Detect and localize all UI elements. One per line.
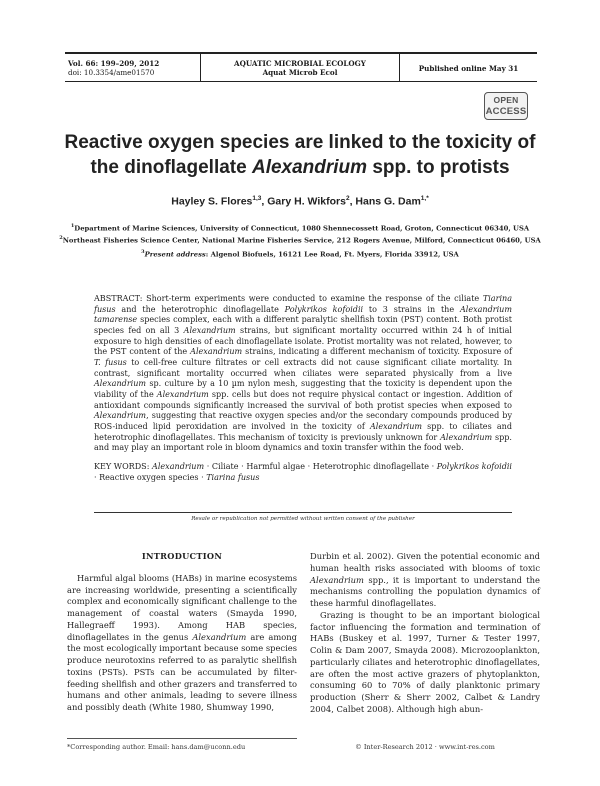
text-run: Short-term experiments were conducted to examine the response of the ciliate (142, 294, 483, 303)
title-line1: Reactive oxygen species are linked to the toxicity of (64, 132, 536, 153)
text-run: spp. cells but does not require physical contact or ingestion. Addition of antioxidant compounds significantly increased the survival of both protist species when exposed to (94, 389, 512, 410)
italic-term: Tiarina fusus (206, 472, 260, 482)
author-name: Gary H. Wikfors (267, 195, 346, 208)
text-run: · Ciliate · Harmful algae · Heterotrophic dinoflagellate · (204, 461, 437, 471)
keywords-text (94, 462, 512, 482)
affiliation-1 (40, 222, 560, 233)
abstract-text (94, 294, 512, 452)
resale-notice: Resale or republication not permitted without written consent of the publisher (94, 512, 512, 522)
affiliation-3 (40, 248, 560, 259)
text-run: spp. and may play an important role in bloom dynamics and toxin transfer within the food web. (94, 432, 512, 453)
italic-term: Alexandrium (94, 411, 147, 421)
title-line2-pre: the dinoflagellate (90, 157, 252, 178)
published-date: Published online May 31 (418, 63, 519, 73)
affiliation-2 (40, 234, 560, 245)
open-access-badge (484, 92, 528, 120)
abstract (94, 294, 512, 483)
text-run: Durbin et al. 2002). Given the potential economic and human health risks associated with blooms of toxic (310, 551, 540, 573)
text-run: are among the most ecologically important because some species produce neurotoxins referred to as paralytic shellfish toxins (PSTs). PSTs can be accumulated by filter-feeding shellfish and other grazers and transferred to humans and other animals, leading to severe illness and possibly death (White 1980, Shumway 1990, (67, 631, 297, 712)
affiliation-label: Present address (144, 250, 206, 259)
italic-term: Polykrikos kofoidii (284, 304, 364, 314)
text-run: strains, but significant mortality occurred within 24 h of initial exposure to high densities of each dinoflagellate isolate. Protist mortality was not related, however, to the PST content of the (94, 325, 512, 357)
italic-term: Tiarina fusus (94, 294, 512, 314)
right-column-text (310, 551, 540, 716)
author-name: Hans G. Dam (355, 195, 421, 208)
author-name: Hayley S. Flores (171, 195, 253, 208)
affiliation-text: Northeast Fisheries Science Center, National Marine Fisheries Service, 212 Rogers Avenue, Milford, Connecticut 06460, USA (62, 236, 541, 245)
open-access-line2: ACCESS (485, 106, 527, 117)
text-run: spp. to ciliates and heterotrophic dinoflagellates. This mechanism of toxicity is previously unknown for (94, 421, 512, 442)
journal-abbreviation: Aquat Microb Ecol (262, 68, 338, 77)
abstract-label: ABSTRACT: (94, 294, 143, 303)
affiliation-mark: 3 (141, 249, 145, 255)
author-affiliation-mark: 1,3 (252, 195, 262, 202)
text-run: Grazing is thought to be an important biological factor influencing the formation and termination of HABs (Buskey et al. 1997, Turner & Tester 1997, Colin & Dam 2007, Smayda 2008). Microzooplankton, particularly ciliates and heterotrophic dinoflagellates, are often the most active grazers of phytoplankton, consuming 60 to 70% of daily planktonic primary production (Sherr & Sherr 2002, Calbet & Landry 2004, Calbet 2008). Although high abun- (310, 609, 540, 714)
abstract-paragraph (94, 294, 512, 454)
left-column (67, 551, 297, 714)
title-genus: Alexandrium (251, 157, 368, 178)
journal-cell (200, 54, 400, 82)
italic-term: Alexandrium tamarense (94, 304, 512, 325)
italic-term: T. fusus (94, 357, 127, 367)
published-cell (400, 54, 537, 82)
text-run: species complex, each with a different paralytic shellfish toxin (PST) content. Both protist species fed on all 3 (94, 315, 512, 335)
title-line2-post: spp. to protists (367, 157, 510, 178)
italic-term: Alexandrium (369, 421, 423, 431)
volume-cell (65, 54, 200, 82)
left-column-text (67, 573, 297, 714)
text-run: and the heterotrophic dinoflagellate (115, 304, 285, 314)
italic-term: Alexandrium (190, 347, 243, 357)
journal-name: AQUATIC MICROBIAL ECOLOGY (234, 59, 366, 68)
affiliation-mark: 2 (59, 235, 63, 241)
italic-term: Alexandrium (440, 432, 493, 442)
italic-term: Alexandrium (183, 325, 236, 335)
italic-term: Alexandrium (192, 631, 247, 642)
corresponding-author: *Corresponding author. Email: hans.dam@uconn.edu (67, 738, 297, 751)
section-heading: INTRODUCTION (141, 551, 223, 561)
keywords-label: KEY WORDS: (94, 461, 150, 471)
paper-title (40, 130, 560, 180)
body-paragraph (67, 573, 297, 714)
author-list: Hayley S. Flores$^{1,3}$, Gary H. Wikfors$^2$, Hans G. Dam$^{1,*}$ (171, 195, 429, 208)
author-affiliation-mark: 1,* (420, 195, 429, 202)
italic-term: Alexandrium (94, 379, 147, 389)
italic-term: Alexandrium (156, 389, 209, 399)
journal-header (65, 52, 537, 82)
text-run: · Reactive oxygen species · (94, 472, 207, 482)
text-run: strains, indicating a different mechanism of toxicity. Exposure of (242, 347, 512, 357)
open-access-line1: OPEN (493, 95, 519, 105)
text-run: spp., it is important to understand the mechanisms controlling the population dynamics of these harmful dinoflagellates. (310, 574, 540, 608)
copyright: © Inter-Research 2012 · www.int-res.com (355, 743, 495, 751)
italic-term: Alexandrium (310, 574, 364, 585)
affiliation-mark: 1 (70, 223, 75, 229)
author-affiliation-mark: 2 (345, 195, 350, 202)
volume-info: Vol. 66: 199–209, 2012 (68, 59, 160, 68)
text-run: to 3 strains in the (363, 304, 460, 314)
italic-term: Polykrikos kofoidii (436, 461, 512, 471)
keywords (94, 462, 512, 483)
body-paragraph (310, 610, 540, 716)
italic-term: Alexandrium (152, 461, 205, 471)
body-paragraph (310, 551, 540, 610)
text-run: sp. culture by a 10 µm nylon mesh, suggesting that the toxicity is dependent upon the viability of the (94, 379, 512, 399)
affiliation-text: : Algenol Biofuels, 16121 Lee Road, Ft. Myers, Florida 33912, USA (205, 250, 459, 259)
text-run: , suggesting that reactive oxygen species and/or the secondary compounds produced by ROS-induced lipid peroxidation are involved in the toxicity of (94, 411, 512, 431)
doi: doi: 10.3354/ame01570 (68, 68, 155, 77)
text-run: Harmful algal blooms (HABs) in marine ecosystems are increasing worldwide, presenting a scientifically complex and economically significant challenge to the management of coastal waters (Smayda 1990, Hallegraeff 1993). Among HAB species, dinoflagellates in the genus (67, 572, 297, 642)
text-run: to cell-free culture filtrates or cell extracts did not cause significant ciliate mortality. In contrast, significant mortality occurred when ciliates were separated physically from a live (94, 357, 513, 378)
right-column (310, 551, 540, 716)
affiliation-text: Department of Marine Sciences, University of Connecticut, 1080 Shennecossett Road, Groton, Connecticut 06340, USA (74, 224, 530, 233)
